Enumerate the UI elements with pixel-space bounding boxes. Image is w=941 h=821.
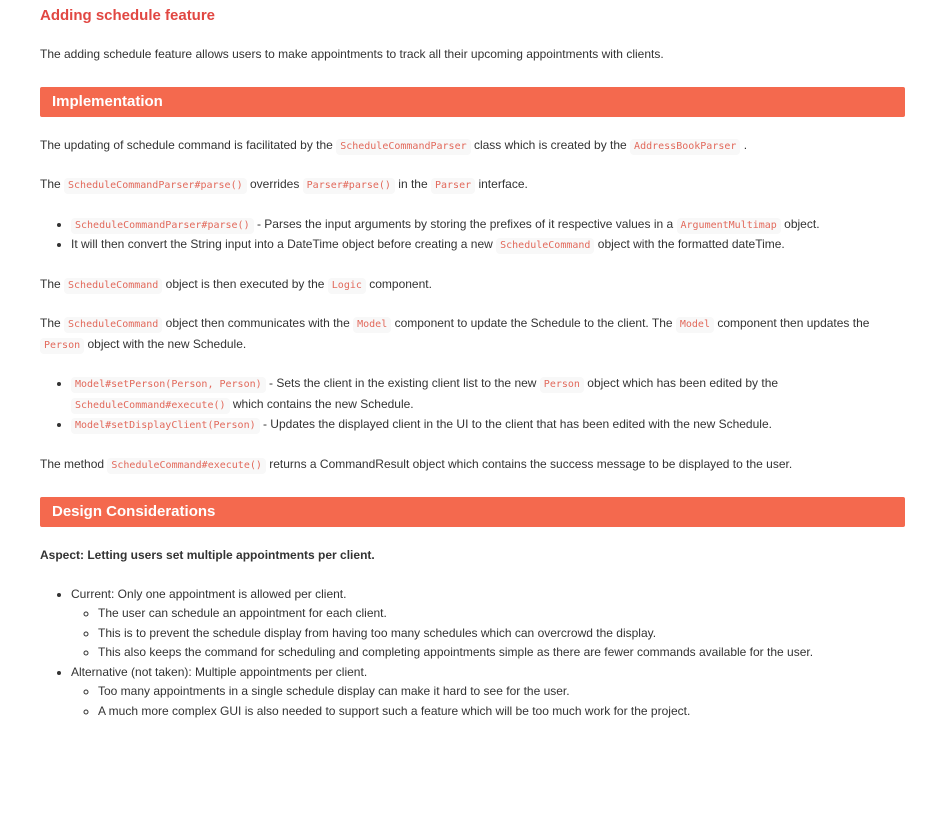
text-run: - Updates the displayed client in the UI to the client that has been edited with the new Schedule. [262,417,772,431]
inline-code: Parser [431,178,475,194]
inline-code: ScheduleCommand [64,317,162,333]
inline-code: AddressBookParser [630,139,740,155]
text-run: which contains the new Schedule. [232,396,414,411]
inline-code: ScheduleCommand [64,278,162,294]
list-item: ◦ A much more complex GUI is also needed to support such a feature which will be too much work for the project. [98,702,905,722]
paragraph-returns [40,455,905,476]
parse-steps-list [40,215,905,256]
list-item-alternative [71,663,905,722]
inline-code: Logic [328,278,366,294]
sub-list-current [71,604,905,663]
sub-list-alternative [71,682,905,721]
inline-code: ScheduleCommandParser#parse() [64,178,247,194]
list-item [71,374,905,415]
section-header-implementation: Implementation [40,87,905,117]
text-run: component then updates the [717,316,870,330]
list-item [71,215,905,236]
text-run: component to update the Schedule to the client. The [394,316,676,330]
inline-code: ScheduleCommand [496,238,594,254]
aspect-heading: Aspect: Letting users set multiple appointments per client. [40,548,375,562]
text-run: The [40,177,65,191]
text-run: object then communicates with the [165,316,354,330]
text-run: in the [398,177,431,191]
text-run: overrides [249,177,303,191]
list-item: ◦ This also keeps the command for scheduling and completing appointments simple as there are fewer commands available for the user. [98,643,905,663]
paragraph-executed [40,275,905,296]
text-run: . [743,137,748,152]
list-item-current [71,585,905,663]
text-run: object is then executed by the [165,276,328,291]
paragraph-communicates [40,314,905,355]
text-run: Current: Only one appointment is allowed per client. [71,586,347,601]
text-run: object. [784,216,820,231]
inline-code: ScheduleCommandParser [336,139,470,155]
inline-code: Model#setDisplayClient(Person) [71,418,260,434]
inline-code: Model#setPerson(Person, Person) [71,377,266,393]
model-methods-list [40,374,905,436]
text-run: The [40,276,65,291]
text-run: The method [40,456,108,471]
text-run: object which has been edited by the [587,376,779,390]
inline-code: Model [676,317,714,333]
design-options-list [40,585,905,722]
text-run: object with the formatted dateTime. [597,237,785,251]
list-item: ◦ This is to prevent the schedule display from having too many schedules which can overcrowd the display. [98,624,905,644]
list-item [71,235,905,256]
inline-code: ScheduleCommand#execute() [107,458,266,474]
intro-paragraph: The adding schedule feature allows users to make appointments to track all their upcoming appointments with clients. [40,47,664,61]
paragraph-overrides [40,175,905,196]
inline-code: ScheduleCommand#execute() [71,398,230,414]
inline-code: Model [353,317,391,333]
inline-code: Person [40,338,84,354]
inline-code: Parser#parse() [303,178,395,194]
section-header-design-considerations: Design Considerations [40,497,905,527]
inline-code: ArgumentMultimap [677,218,781,234]
text-run: - Parses the input arguments by storing the prefixes of it respective values in a [256,216,677,231]
list-item: ◦ The user can schedule an appointment for each client. [98,604,905,624]
text-run: Alternative (not taken): Multiple appointments per client. [71,664,368,679]
text-run: The updating of schedule command is facilitated by the [40,137,337,152]
inline-code: Person [540,377,584,393]
text-run: object with the new Schedule. [87,336,247,351]
text-run: component. [369,276,432,291]
text-run: - Sets the client in the existing client list to the new [268,376,540,390]
text-run: It will then convert the String input into a DateTime object before creating a new [71,237,497,251]
page-title: Adding schedule feature [40,7,216,24]
text-run: class which is created by the [473,137,631,152]
text-run: returns a CommandResult object which contains the success message to be displayed to the user. [269,456,793,471]
inline-code: ScheduleCommandParser#parse() [71,218,254,234]
text-run: The [40,316,65,330]
text-run: interface. [478,177,528,191]
paragraph-facilitated [40,136,905,157]
list-item [71,415,905,436]
list-item: ◦ Too many appointments in a single schedule display can make it hard to see for the user. [98,682,905,702]
